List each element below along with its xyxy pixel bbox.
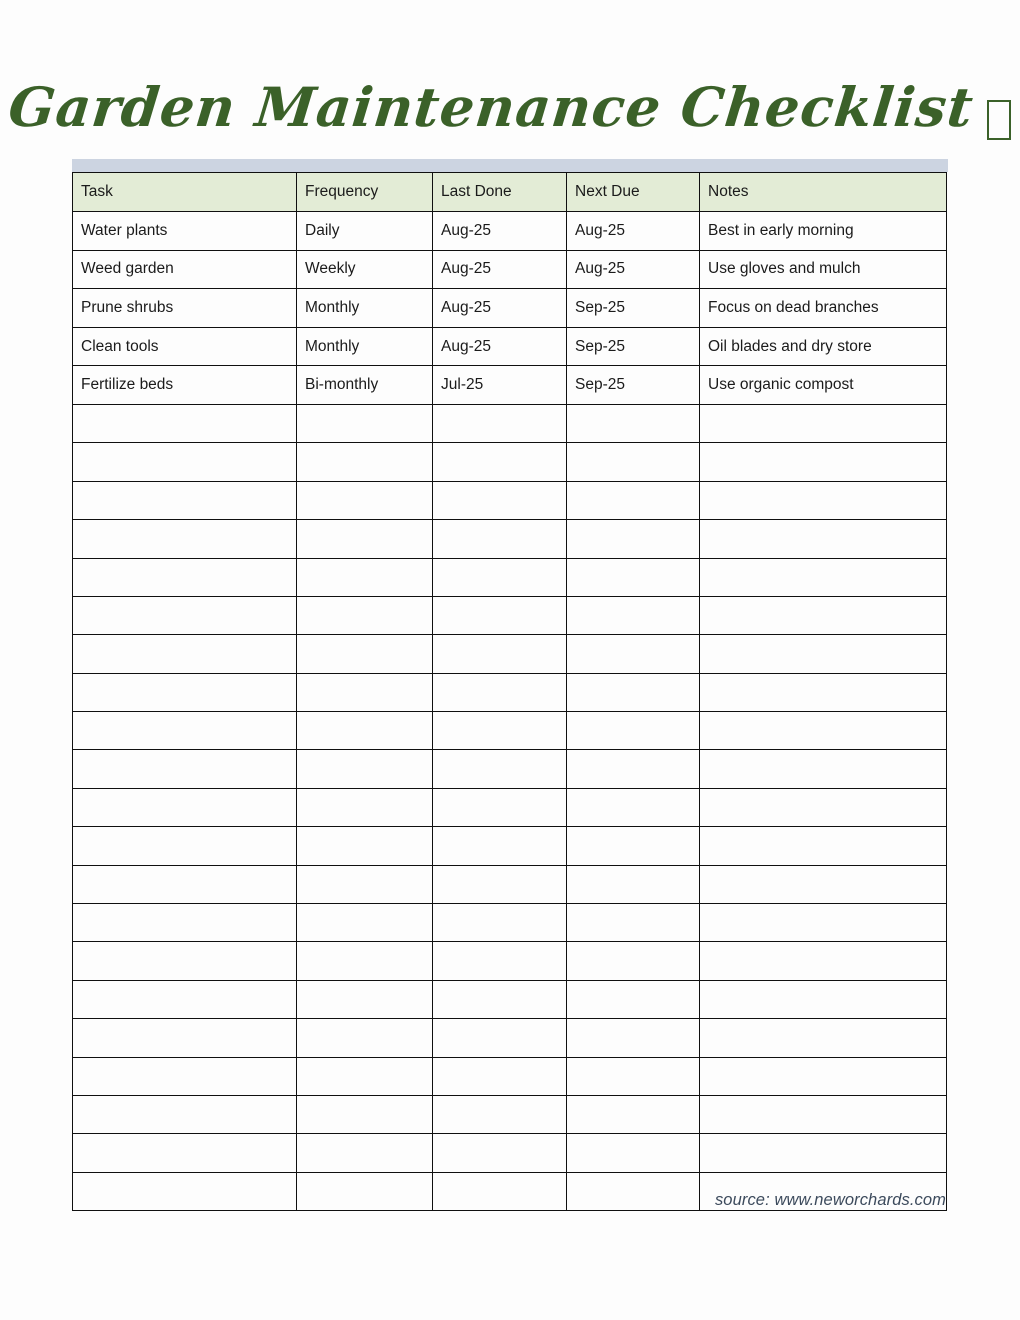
cell-task-empty[interactable] — [73, 788, 297, 826]
cell-task-empty[interactable] — [73, 596, 297, 634]
table-row — [73, 250, 947, 289]
cell-frequency-empty[interactable] — [297, 596, 433, 634]
cell-frequency-empty[interactable] — [297, 827, 433, 865]
table-row-empty — [73, 1057, 947, 1095]
cell-last_done[interactable]: Aug-25 — [433, 212, 567, 251]
table-body — [73, 212, 947, 1211]
column-header-next-due[interactable]: Next Due — [567, 173, 700, 212]
cell-next_due-empty[interactable] — [567, 1096, 700, 1134]
cell-last_done-empty[interactable] — [433, 750, 567, 788]
cell-next_due[interactable]: Sep-25 — [567, 289, 700, 328]
cell-task-empty[interactable] — [73, 520, 297, 558]
cell-task-empty[interactable] — [73, 1096, 297, 1134]
cell-task-empty[interactable] — [73, 865, 297, 903]
cell-next_due-empty[interactable] — [567, 942, 700, 980]
cell-task[interactable]: Fertilize beds — [73, 366, 297, 405]
cell-notes-empty[interactable] — [700, 520, 947, 558]
cell-last_done[interactable]: Aug-25 — [433, 250, 567, 289]
cell-last_done-empty[interactable] — [433, 404, 567, 442]
cell-task-empty[interactable] — [73, 827, 297, 865]
cell-last_done-empty[interactable] — [433, 558, 567, 596]
table-header-row — [73, 173, 947, 212]
table-row-empty — [73, 673, 947, 711]
cell-last_done-empty[interactable] — [433, 942, 567, 980]
cell-task-empty[interactable] — [73, 980, 297, 1018]
cell-task-empty[interactable] — [73, 1019, 297, 1057]
table-row — [73, 212, 947, 251]
cell-frequency[interactable]: Bi-monthly — [297, 366, 433, 405]
cell-next_due-empty[interactable] — [567, 980, 700, 1018]
cell-frequency-empty[interactable] — [297, 404, 433, 442]
table-row-empty — [73, 942, 947, 980]
cell-notes-empty[interactable] — [700, 1096, 947, 1134]
column-header-frequency[interactable]: Frequency — [297, 173, 433, 212]
cell-notes-empty[interactable] — [700, 558, 947, 596]
cell-next_due-empty[interactable] — [567, 712, 700, 750]
checklist-table — [72, 172, 947, 1211]
cell-frequency-empty[interactable] — [297, 1134, 433, 1172]
cell-task-empty[interactable] — [73, 635, 297, 673]
table-row-empty — [73, 712, 947, 750]
cell-last_done-empty[interactable] — [433, 827, 567, 865]
cell-notes[interactable]: Use organic compost — [700, 366, 947, 405]
cell-notes-empty[interactable] — [700, 443, 947, 481]
cell-task-empty[interactable] — [73, 481, 297, 519]
source-attribution: source: www.neworchards.com — [714, 1191, 946, 1209]
cell-next_due-empty[interactable] — [567, 827, 700, 865]
cell-notes-empty[interactable] — [700, 404, 947, 442]
page-title-text: Garden Maintenance Checklist — [5, 75, 977, 139]
table-row — [73, 366, 947, 405]
cell-last_done-empty[interactable] — [433, 520, 567, 558]
cell-last_done-empty[interactable] — [433, 673, 567, 711]
cell-last_done-empty[interactable] — [433, 1134, 567, 1172]
cell-frequency[interactable]: Monthly — [297, 327, 433, 366]
cell-frequency-empty[interactable] — [297, 558, 433, 596]
cell-notes-empty[interactable] — [700, 1019, 947, 1057]
table-row-empty — [73, 827, 947, 865]
table-row-empty — [73, 788, 947, 826]
cell-frequency-empty[interactable] — [297, 520, 433, 558]
cell-last_done-empty[interactable] — [433, 481, 567, 519]
cell-task-empty[interactable] — [73, 558, 297, 596]
cell-frequency-empty[interactable] — [297, 481, 433, 519]
table-row-empty — [73, 1096, 947, 1134]
cell-notes-empty[interactable] — [700, 673, 947, 711]
cell-task[interactable]: Weed garden — [73, 250, 297, 289]
table-header — [73, 173, 947, 212]
missing-glyph-box-icon — [987, 100, 1011, 140]
table-row-empty — [73, 904, 947, 942]
cell-notes[interactable]: Use gloves and mulch — [700, 250, 947, 289]
cell-frequency-empty[interactable] — [297, 942, 433, 980]
cell-last_done-empty[interactable] — [433, 596, 567, 634]
table-row-empty — [73, 481, 947, 519]
cell-last_done-empty[interactable] — [433, 1057, 567, 1095]
cell-frequency-empty[interactable] — [297, 1096, 433, 1134]
cell-notes-empty[interactable] — [700, 827, 947, 865]
cell-next_due-empty[interactable] — [567, 1057, 700, 1095]
cell-frequency-empty[interactable] — [297, 904, 433, 942]
cell-notes-empty[interactable] — [700, 596, 947, 634]
table-row-empty — [73, 404, 947, 442]
table-row-empty — [73, 443, 947, 481]
cell-notes-empty[interactable] — [700, 635, 947, 673]
cell-last_done-empty[interactable] — [433, 904, 567, 942]
cell-notes[interactable]: Best in early morning — [700, 212, 947, 251]
cell-notes-empty[interactable] — [700, 1057, 947, 1095]
cell-task-empty[interactable] — [73, 404, 297, 442]
cell-task-empty[interactable] — [73, 750, 297, 788]
column-header-notes[interactable]: Notes — [700, 173, 947, 212]
cell-last_done-empty[interactable] — [433, 1019, 567, 1057]
cell-next_due-empty[interactable] — [567, 443, 700, 481]
cell-last_done-empty[interactable] — [433, 865, 567, 903]
cell-last_done-empty[interactable] — [433, 712, 567, 750]
cell-last_done-empty[interactable] — [433, 635, 567, 673]
cell-task-empty[interactable] — [73, 1172, 297, 1210]
cell-next_due[interactable]: Sep-25 — [567, 327, 700, 366]
cell-frequency-empty[interactable] — [297, 788, 433, 826]
cell-next_due-empty[interactable] — [567, 1134, 700, 1172]
cell-last_done[interactable]: Jul-25 — [433, 366, 567, 405]
cell-notes-empty[interactable] — [700, 750, 947, 788]
cell-frequency-empty[interactable] — [297, 750, 433, 788]
cell-next_due-empty[interactable] — [567, 750, 700, 788]
checklist-table-container — [72, 172, 946, 1211]
cell-task[interactable]: Water plants — [73, 212, 297, 251]
table-top-accent-strip — [72, 159, 948, 172]
cell-notes[interactable]: Focus on dead branches — [700, 289, 947, 328]
cell-frequency-empty[interactable] — [297, 865, 433, 903]
cell-next_due-empty[interactable] — [567, 520, 700, 558]
table-row-empty — [73, 750, 947, 788]
cell-next_due-empty[interactable] — [567, 788, 700, 826]
cell-last_done-empty[interactable] — [433, 980, 567, 1018]
table-row-empty — [73, 1134, 947, 1172]
cell-task-empty[interactable] — [73, 673, 297, 711]
cell-frequency-empty[interactable] — [297, 712, 433, 750]
table-row-empty — [73, 520, 947, 558]
cell-next_due[interactable]: Sep-25 — [567, 366, 700, 405]
cell-notes-empty[interactable] — [700, 481, 947, 519]
cell-next_due-empty[interactable] — [567, 635, 700, 673]
cell-frequency-empty[interactable] — [297, 1019, 433, 1057]
cell-task-empty[interactable] — [73, 1134, 297, 1172]
cell-frequency[interactable]: Daily — [297, 212, 433, 251]
cell-task-empty[interactable] — [73, 1057, 297, 1095]
cell-frequency-empty[interactable] — [297, 980, 433, 1018]
cell-next_due-empty[interactable] — [567, 558, 700, 596]
cell-task-empty[interactable] — [73, 443, 297, 481]
cell-frequency-empty[interactable] — [297, 635, 433, 673]
table-row-empty — [73, 596, 947, 634]
cell-notes-empty[interactable] — [700, 1134, 947, 1172]
cell-next_due-empty[interactable] — [567, 404, 700, 442]
page-title — [0, 72, 1020, 144]
table-row-empty — [73, 865, 947, 903]
cell-last_done-empty[interactable] — [433, 788, 567, 826]
table-row — [73, 327, 947, 366]
cell-frequency-empty[interactable] — [297, 1057, 433, 1095]
cell-frequency-empty[interactable] — [297, 673, 433, 711]
cell-task[interactable]: Prune shrubs — [73, 289, 297, 328]
cell-next_due[interactable]: Aug-25 — [567, 250, 700, 289]
cell-notes-empty[interactable] — [700, 712, 947, 750]
table-row-empty — [73, 1019, 947, 1057]
cell-next_due-empty[interactable] — [567, 1019, 700, 1057]
cell-frequency-empty[interactable] — [297, 1172, 433, 1210]
cell-next_due-empty[interactable] — [567, 904, 700, 942]
cell-task[interactable]: Clean tools — [73, 327, 297, 366]
cell-last_done-empty[interactable] — [433, 443, 567, 481]
cell-next_due-empty[interactable] — [567, 1172, 700, 1210]
column-header-last-done[interactable]: Last Done — [433, 173, 567, 212]
cell-notes[interactable]: Oil blades and dry store — [700, 327, 947, 366]
cell-next_due-empty[interactable] — [567, 481, 700, 519]
cell-notes-empty[interactable] — [700, 980, 947, 1018]
cell-last_done[interactable]: Aug-25 — [433, 327, 567, 366]
cell-next_due[interactable]: Aug-25 — [567, 212, 700, 251]
table-row-empty — [73, 558, 947, 596]
cell-task-empty[interactable] — [73, 904, 297, 942]
cell-next_due-empty[interactable] — [567, 673, 700, 711]
cell-task-empty[interactable] — [73, 712, 297, 750]
cell-frequency[interactable]: Monthly — [297, 289, 433, 328]
cell-frequency-empty[interactable] — [297, 443, 433, 481]
column-header-task[interactable]: Task — [73, 173, 297, 212]
cell-notes-empty[interactable] — [700, 788, 947, 826]
table-row-empty — [73, 635, 947, 673]
cell-notes-empty[interactable] — [700, 904, 947, 942]
table-row — [73, 289, 947, 328]
table-row-empty — [73, 980, 947, 1018]
cell-task-empty[interactable] — [73, 942, 297, 980]
cell-notes-empty[interactable] — [700, 865, 947, 903]
cell-notes-empty[interactable] — [700, 942, 947, 980]
cell-last_done-empty[interactable] — [433, 1096, 567, 1134]
cell-last_done-empty[interactable] — [433, 1172, 567, 1210]
cell-next_due-empty[interactable] — [567, 865, 700, 903]
cell-frequency[interactable]: Weekly — [297, 250, 433, 289]
cell-next_due-empty[interactable] — [567, 596, 700, 634]
cell-last_done[interactable]: Aug-25 — [433, 289, 567, 328]
